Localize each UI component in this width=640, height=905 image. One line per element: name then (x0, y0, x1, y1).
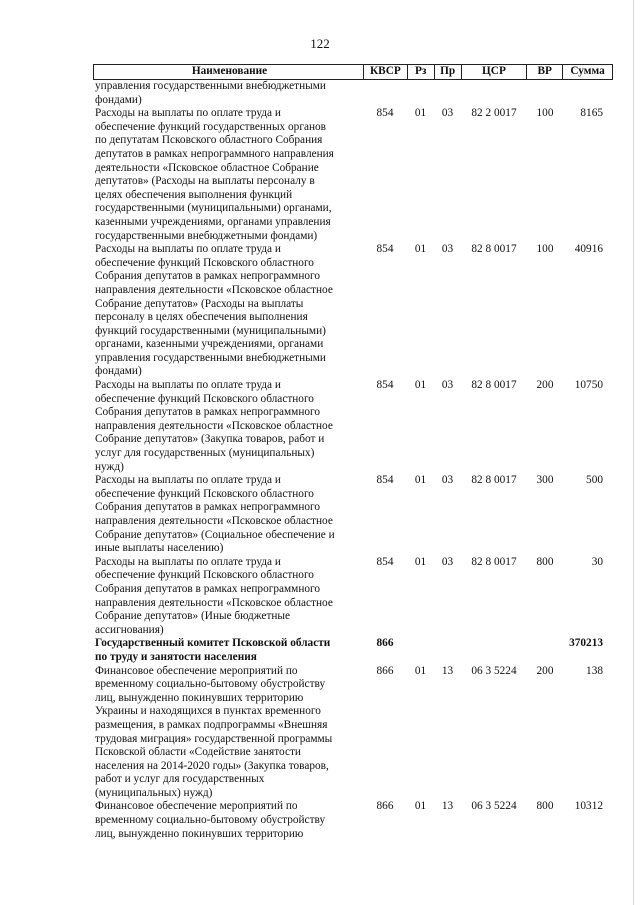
cell-pr: 03 (441, 243, 454, 256)
cell-rz: 01 (414, 243, 427, 256)
cell-pr: 03 (441, 555, 454, 568)
cell-sum: 8165 (580, 107, 603, 120)
cell-pr: 03 (441, 379, 454, 392)
cell-vr (527, 637, 563, 664)
scan-edge-line (633, 0, 634, 905)
cell-vr: 800 (536, 555, 554, 568)
cell-rz: 01 (414, 664, 427, 677)
cell-vr: 100 (536, 243, 554, 256)
cell-kvsr: 854 (376, 107, 394, 120)
table-row (93, 243, 613, 379)
table-row (93, 80, 613, 107)
cell-rz (407, 637, 434, 664)
cell-csr: 82 2 0017 (471, 107, 517, 120)
cell-name: Расходы на выплаты по оплате труда и обеспечение функций Псковского областного Собрания депутатов в рамках непрограммного направления деятельности «Псковское областное Собрание депутатов» (Расходы на выплаты персоналу в целях обеспечения выполнения функций государственными (муниципальными) органами, казенными учреждениями, органами управления государственными внебюджетными фондами) (95, 243, 333, 378)
cell-sum: 40916 (574, 243, 603, 256)
cell-sum: 370213 (569, 637, 603, 650)
cell-csr: 82 8 0017 (471, 474, 517, 487)
table-row (93, 474, 613, 556)
cell-pr: 13 (441, 664, 454, 677)
cell-name: Расходы на выплаты по оплате труда и обеспечение функций Псковского областного Собрания депутатов в рамках непрограммного направления деятельности «Псковское областное Собрание депутатов» (Иные бюджетные ассигнования) (95, 555, 333, 636)
cell-vr: 200 (536, 379, 554, 392)
cell-vr: 100 (536, 107, 554, 120)
cell-kvsr: 866 (376, 664, 394, 677)
cell-rz: 01 (414, 555, 427, 568)
cell-kvsr: 854 (376, 474, 394, 487)
cell-name: Расходы на выплаты по оплате труда и обеспечение функций Псковского областного Собрания депутатов в рамках непрограммного направления деятельности «Псковское областное Собрание депутатов» (Закупка товаров, работ и услуг для государственных (муниципальных) нужд) (95, 379, 333, 473)
table-header (93, 64, 613, 80)
table-row (93, 379, 613, 474)
cell-kvsr (363, 80, 407, 107)
header-vr: ВР (526, 65, 562, 79)
cell-csr: 06 3 5224 (471, 800, 517, 813)
cell-sum: 10750 (574, 379, 603, 392)
header-pr: Пр (434, 65, 461, 79)
cell-name: Расходы на выплаты по оплате труда и обеспечение функций Псковского областного Собрания депутатов в рамках непрограммного направления деятельности «Псковское областное Собрание депутатов» (Социальное обеспечение и иные выплаты населению) (95, 474, 335, 555)
page-number: 122 (310, 36, 330, 51)
table-row (93, 800, 613, 841)
table-row (93, 637, 613, 664)
header-rz: Рз (407, 65, 434, 79)
table-body (93, 80, 613, 841)
cell-csr: 82 8 0017 (471, 243, 517, 256)
cell-pr: 03 (441, 474, 454, 487)
cell-rz (407, 80, 434, 107)
cell-csr: 82 8 0017 (471, 555, 517, 568)
cell-vr (527, 80, 563, 107)
cell-sum: 30 (591, 555, 603, 568)
cell-name: управления государственными внебюджетными фондами) (95, 80, 326, 106)
cell-pr (434, 80, 461, 107)
cell-pr: 03 (441, 107, 454, 120)
header-kvsr: КВСР (363, 65, 407, 79)
cell-kvsr: 854 (376, 379, 394, 392)
cell-rz: 01 (414, 800, 427, 813)
header-sum: Сумма (562, 65, 612, 79)
cell-rz: 01 (414, 379, 427, 392)
header-name: Наименование (191, 65, 268, 77)
cell-sum: 138 (586, 664, 603, 677)
cell-vr: 300 (536, 474, 554, 487)
cell-rz: 01 (414, 474, 427, 487)
cell-kvsr: 866 (376, 637, 394, 650)
cell-sum (563, 80, 613, 107)
cell-name: Государственный комитет Псковской области по труду и занятости населения (95, 637, 331, 663)
cell-pr (434, 637, 461, 664)
cell-name: Финансовое обеспечение мероприятий по временному социально-бытовому обустройству лиц, вынужденно покинувших территорию Украины и находящихся в пунктах временного размещения, в рамках подпрограммы «Внешняя трудовая миграция» государственной программы Псковской области «Содействие занятости населения на 2014-2020 годы» (Закупка товаров, работ и услуг для государственных (муниципальных) нужд) (95, 664, 333, 799)
table-row (93, 665, 613, 801)
cell-name: Расходы на выплаты по оплате труда и обеспечение функций государственных органов по депутатам Псковского областного Собрания депутатов в рамках непрограммного направления деятельности «Псковское областное Собрание депутатов» (Расходы на выплаты персоналу в целях обеспечения выполнения функций государственными (муниципальными) органами, казенными учреждениями, органами управления государственными внебюджетными фондами) (95, 107, 334, 242)
cell-vr: 800 (536, 800, 554, 813)
cell-sum: 500 (586, 474, 603, 487)
cell-pr: 13 (441, 800, 454, 813)
cell-kvsr: 866 (376, 800, 394, 813)
cell-vr: 200 (536, 664, 554, 677)
table-row (93, 556, 613, 638)
cell-csr: 06 3 5224 (471, 664, 517, 677)
cell-rz: 01 (414, 107, 427, 120)
cell-name: Финансовое обеспечение мероприятий по временному социально-бытовому обустройству лиц, вынужденно покинувших территорию (95, 800, 326, 840)
cell-sum: 10312 (574, 800, 603, 813)
table-row (93, 107, 613, 243)
budget-table (93, 64, 613, 841)
cell-csr (461, 637, 527, 664)
cell-csr (461, 80, 527, 107)
cell-csr: 82 8 0017 (471, 379, 517, 392)
cell-kvsr: 854 (376, 243, 394, 256)
cell-kvsr: 854 (376, 555, 394, 568)
header-csr: ЦСР (461, 65, 527, 79)
